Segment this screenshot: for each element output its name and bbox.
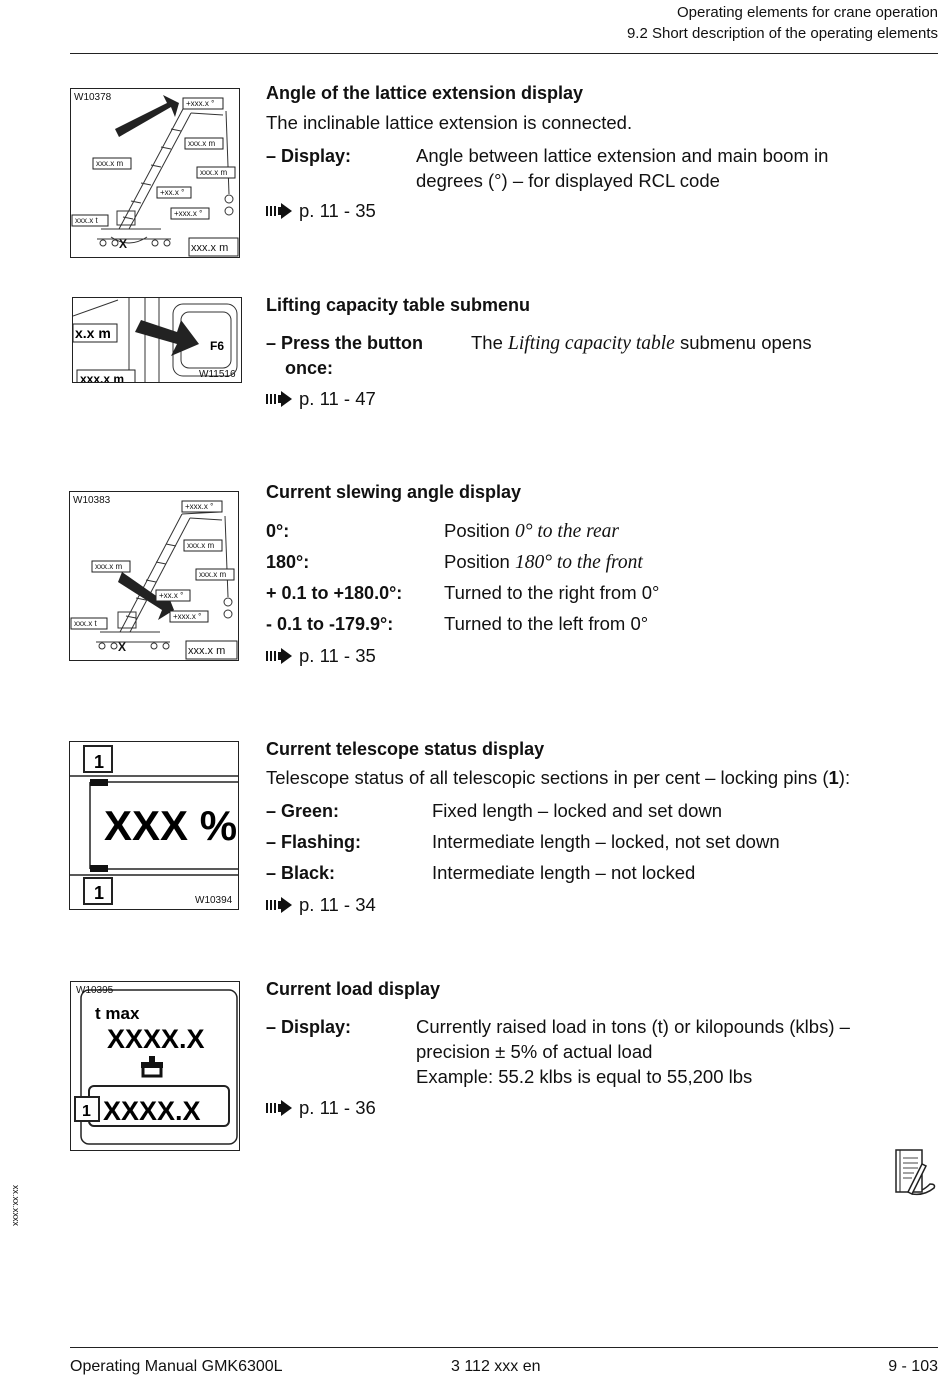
notepad-pen-icon [892,1148,938,1196]
lattice-angle-figure [70,88,240,258]
load-value-2: XXXX.X [103,1096,201,1126]
label-boom-top: xxx.x m [188,139,216,148]
load-desc-2: precision ± 5% of actual load [416,1041,653,1062]
page-ref-text: p. 11 - 47 [299,388,376,409]
figure-code: W10394 [195,895,233,906]
lifting-label-2: once: [285,358,334,378]
telescope-row-desc: Intermediate length – not locked [432,862,696,883]
label-slew2: +xxx.x ° [173,612,202,621]
lifting-capacity-figure [72,297,242,383]
section-title-lattice: Angle of the lattice extension display [266,83,584,103]
footer-rule [70,1347,938,1348]
current-load-figure [70,981,240,1151]
label-ton: xxx.x t [74,619,97,628]
load-page-ref[interactable] [266,1097,376,1119]
telescope-row-label: – Flashing: [266,832,362,852]
pin-marker-top: 1 [94,752,105,772]
label-x: X [118,640,127,654]
footer-page-number: 9 - 103 [888,1358,938,1375]
f6-key-label: F6 [210,339,225,353]
label-slew: +xx.x ° [159,591,184,600]
figure-code: W11516 [199,369,236,380]
label-slew2: +xxx.x ° [174,209,203,218]
telescope-row-desc: Intermediate length – locked, not set down [432,831,780,852]
load-desc-3: Example: 55.2 klbs is equal to 55,200 lbs [416,1066,753,1087]
slewing-page-ref[interactable] [266,645,376,667]
label-boom-top: xxx.x m [187,541,215,550]
label-boom-left: xxx.x m [95,562,123,571]
label-radius: xxx.x m [191,242,229,254]
label-hook: xxx.x m [200,168,228,177]
lifting-label-1: – Press the button [266,333,424,353]
page-ref-text: p. 11 - 36 [299,1097,376,1118]
label-slew: +xx.x ° [160,188,185,197]
slewing-row-desc: Position 180° to the front [444,551,643,573]
telescope-intro: Telescope status of all telescopic sections in per cent – locking pins (1): [266,767,851,788]
slewing-row-desc: Position 0° to the rear [444,520,619,542]
figure-code: W10395 [76,985,114,996]
arrow-ref-icon [266,203,293,219]
label-ton: xxx.x t [75,216,98,225]
load-label: – Display: [266,1017,352,1037]
slewing-row-desc: Turned to the right from 0° [444,582,660,603]
hook-icon [141,1056,163,1076]
slewing-row-label: 180°: [266,552,310,572]
slewing-row-desc: Turned to the left from 0° [444,613,649,634]
section-title-telescope: Current telescope status display [266,739,545,759]
slewing-row-label: - 0.1 to -179.9°: [266,614,394,634]
footer-manual: Operating Manual GMK6300L [70,1358,283,1375]
label-radius: xxx.x m [188,645,226,657]
telescope-row-desc: Fixed length – locked and set down [432,800,723,821]
header-section: 9.2 Short description of the operating elements [626,25,938,42]
telescope-row-label: – Black: [266,863,336,883]
figure-code: W10383 [73,495,111,506]
lifting-desc: The Lifting capacity table submenu opens [471,332,812,354]
slewing-row-label: + 0.1 to +180.0°: [266,583,403,603]
lattice-label: – Display: [266,146,352,166]
lifting-page-ref[interactable] [266,388,376,410]
load-value-1: XXXX.X [107,1024,205,1054]
fig-left-value: x.x m [75,325,111,341]
section-title-load: Current load display [266,979,441,999]
lattice-intro: The inclinable lattice extension is connected. [266,112,633,133]
telescope-status-figure [69,741,239,910]
page-ref-text: p. 11 - 34 [299,894,376,915]
section-title-lifting: Lifting capacity table submenu [266,295,531,315]
page-ref-text: p. 11 - 35 [299,645,376,666]
arrow-ref-icon [266,1100,293,1116]
telescope-value: XXX % [104,802,238,849]
label-hook: xxx.x m [199,570,227,579]
slewing-row-label: 0°: [266,521,290,541]
lattice-desc-1: Angle between lattice extension and main boom in [416,145,829,166]
arrow-ref-icon [266,648,293,664]
side-code: xx.xx.xxxx [11,1185,21,1227]
label-x: X [119,237,128,251]
telescope-row-label: – Green: [266,801,340,821]
load-desc-1: Currently raised load in tons (t) or kilopounds (klbs) – [416,1016,850,1037]
lattice-page-ref[interactable] [266,200,376,222]
load-marker: 1 [82,1103,91,1120]
label-boom-left: xxx.x m [96,159,124,168]
section-title-slewing: Current slewing angle display [266,482,522,502]
page-ref-text: p. 11 - 35 [299,200,376,221]
label-angle: +xxx.x ° [185,502,214,511]
label-angle: +xxx.x ° [186,99,215,108]
arrow-ref-icon [266,897,293,913]
footer-doc-number: 3 112 xxx en [451,1358,541,1375]
figure-code: W10378 [74,92,112,103]
arrow-ref-icon [266,391,293,407]
fig-bottom-value: xxx.x m [80,372,125,382]
slewing-angle-figure [69,491,239,661]
header-chapter: Operating elements for crane operation [677,4,938,21]
telescope-page-ref[interactable] [266,894,376,916]
tmax-label: t max [95,1004,140,1023]
lattice-desc-2: degrees (°) – for displayed RCL code [416,170,720,191]
pin-marker-bottom: 1 [94,883,105,903]
header-rule [70,53,938,54]
